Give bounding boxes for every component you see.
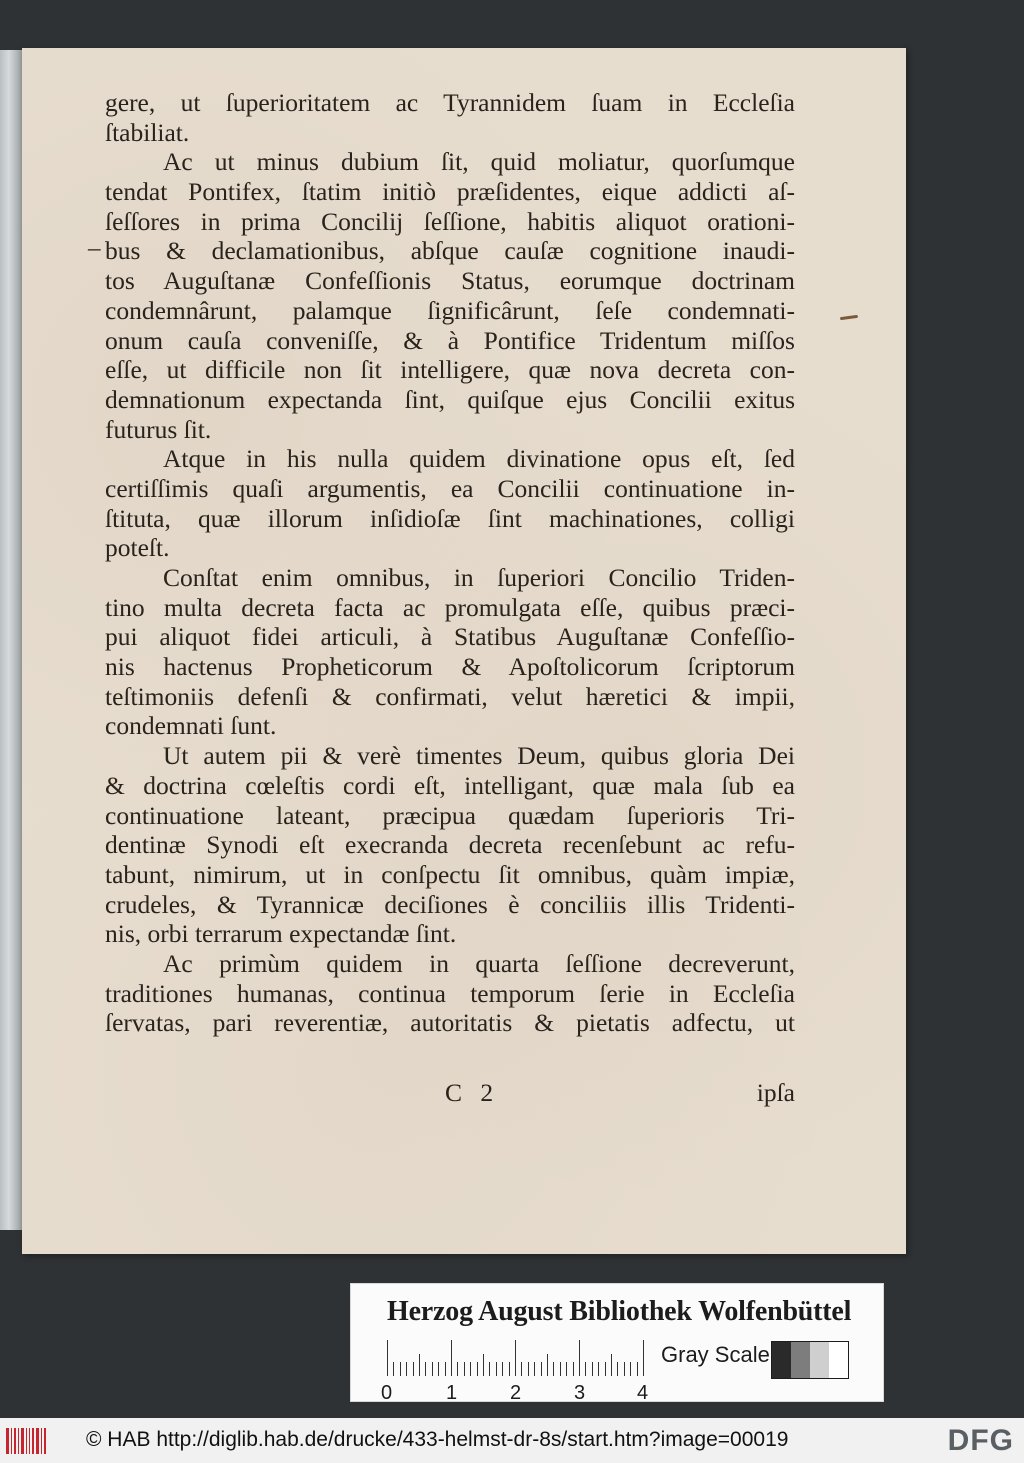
page-text [105,88,795,1038]
ruler-tick [413,1362,414,1376]
ruler-tick [605,1362,606,1376]
text-line: onum cauſa conveniſſe, & à Pontifice Tridentum miſſos [105,325,795,355]
ruler-tick [464,1362,465,1376]
text-line: poteſt. [105,533,170,563]
ruler-number: 3 [574,1382,586,1404]
gray-scale-swatches [771,1341,849,1379]
ruler-tick [624,1362,625,1376]
text-line: condemnârunt, palamque ſignificârunt, ſeſe condemnati- [105,295,795,325]
ruler-tick [617,1362,618,1376]
ruler-tick [560,1362,561,1376]
text-line: traditiones humanas, continua temporum ſerie in Eccleſia [105,978,795,1008]
text-line: Ut autem pii & verè timentes Deum, quibus gloria Dei [163,741,795,771]
color-calibration-card [350,1283,884,1402]
text-line: tos Auguſtanæ Confeſſionis Status, eorumque doctrinam [105,266,795,296]
ruler-tick [393,1362,394,1376]
ruler-tick [432,1362,433,1376]
text-line: Conſtat enim omnibus, in ſuperiori Concilio Triden- [163,563,795,592]
page-footer [105,1078,795,1108]
text-line: Ac primùm quidem in quarta ſeſſione decreverunt, [163,948,795,978]
text-line: condemnati ſunt. [105,711,277,741]
gray-swatch [810,1342,829,1378]
ruler-tick [547,1354,548,1376]
ruler-tick [509,1362,510,1376]
margin-dash-mark: – [88,235,101,262]
text-line: continuatione lateant, præcipua quædam ſuperioris Tri- [105,800,795,830]
ruler-number: 0 [381,1382,393,1404]
text-line: dentinæ Synodi eſt execranda decreta recenſebunt ac refu- [105,830,795,860]
text-line: ſtituta, quæ illorum inſidioſæ ſint machinationes, colligi [105,503,795,533]
ruler-tick [630,1362,631,1376]
ruler-tick [515,1340,516,1376]
ruler-tick [451,1340,452,1376]
text-line: tino multa decreta facta ac promulgata eſſe, quibus præci- [105,592,795,622]
gray-swatch [829,1342,848,1378]
text-line: nis hactenus Propheticorum & Apoſtolicorum ſcriptorum [105,652,795,682]
text-line: futurus ſit. [105,414,212,444]
margin-ink-mark [840,315,858,320]
library-name: Herzog August Bibliothek Wolfenbüttel [387,1296,852,1327]
text-line: Atque in his nulla quidem divinatione opus eſt, ſed [163,444,795,474]
ruler-tick [477,1362,478,1376]
ruler-tick [406,1362,407,1376]
ruler-tick [400,1362,401,1376]
text-line: bus & declamationibus, abſque cauſæ cognitione inaudi- [105,236,795,266]
ruler-tick [573,1362,574,1376]
ruler-tick [387,1340,388,1376]
text-line: & doctrina cœleſtis cordi eſt, intelligant, quæ mala ſub ea [105,770,795,800]
gray-scale-label: Gray Scale [661,1342,770,1367]
signature-mark: C 2 [445,1078,500,1107]
ruler-tick [521,1362,522,1376]
text-line: ſtabiliat. [105,117,190,147]
text-line: pui aliquot fidei articuli, à Statibus Auguſtanæ Confeſſio- [105,622,795,652]
ruler-tick [592,1362,593,1376]
book-page [22,48,906,1254]
ruler-tick [566,1362,567,1376]
ruler-tick [470,1362,471,1376]
ruler-tick [637,1362,638,1376]
text-line: ſervatas, pari reverentiæ, autoritatis & pietatis adfectu, ut [105,1008,795,1038]
ruler-number: 4 [637,1382,649,1404]
ruler-tick [579,1340,580,1376]
catchword: ipſa [756,1078,795,1107]
dfg-logo: DFG [947,1424,1014,1457]
ruler-tick [496,1362,497,1376]
ruler-tick [438,1362,439,1376]
ruler-tick [483,1354,484,1376]
ruler-tick [528,1362,529,1376]
gray-swatch [791,1342,810,1378]
text-line: certiſſimis quaſi argumentis, ea Concilii continuatione in- [105,473,795,503]
ruler-number: 1 [446,1382,458,1404]
text-line: Ac ut minus dubium ſit, quid moliatur, quorſumque [163,147,795,177]
ruler-tick [445,1362,446,1376]
ruler-tick [489,1362,490,1376]
text-line: eſſe, ut difficile non ſit intelligere, quæ nova decreta con- [105,355,795,385]
text-line: teſtimoniis defenſi & confirmati, velut hæretici & impii, [105,681,795,711]
ruler-tick [425,1362,426,1376]
text-line: tendat Pontifex, ſtatim initiò præſidentes, eique addicti aſ- [105,177,795,207]
text-line: gere, ut ſuperioritatem ac Tyrannidem ſuam in Eccleſia [105,88,795,117]
ruler-tick [541,1362,542,1376]
text-line: crudeles, & Tyrannicæ deciſiones è conciliis illis Tridenti- [105,889,795,919]
gray-swatch [772,1342,791,1378]
copyright-link[interactable]: © HAB http://diglib.hab.de/drucke/433-helmst-dr-8s/start.htm?image=00019 [86,1428,789,1451]
ruler-tick [598,1362,599,1376]
ruler-tick [611,1354,612,1376]
ruler-tick [457,1362,458,1376]
text-line: demnationum expectanda ſint, quiſque ejus Concilii exitus [105,384,795,414]
ruler-tick [419,1354,420,1376]
ruler-tick [585,1362,586,1376]
scale-ruler [387,1340,649,1376]
ruler-tick [534,1362,535,1376]
previous-page-edge [0,50,22,1230]
viewer-footer-bar [0,1418,1024,1463]
text-line: ſeſſores in prima Concilij ſeſſione, habitis aliquot orationi- [105,206,795,236]
text-line: tabunt, nimirum, ut in conſpectu ſit omnibus, quàm impiæ, [105,859,795,889]
ruler-number: 2 [510,1382,522,1404]
ruler-tick [643,1340,644,1376]
text-line: nis, orbi terrarum expectandæ ſint. [105,919,457,949]
ruler-tick [553,1362,554,1376]
ruler-tick [502,1362,503,1376]
barcode-icon [6,1428,46,1454]
